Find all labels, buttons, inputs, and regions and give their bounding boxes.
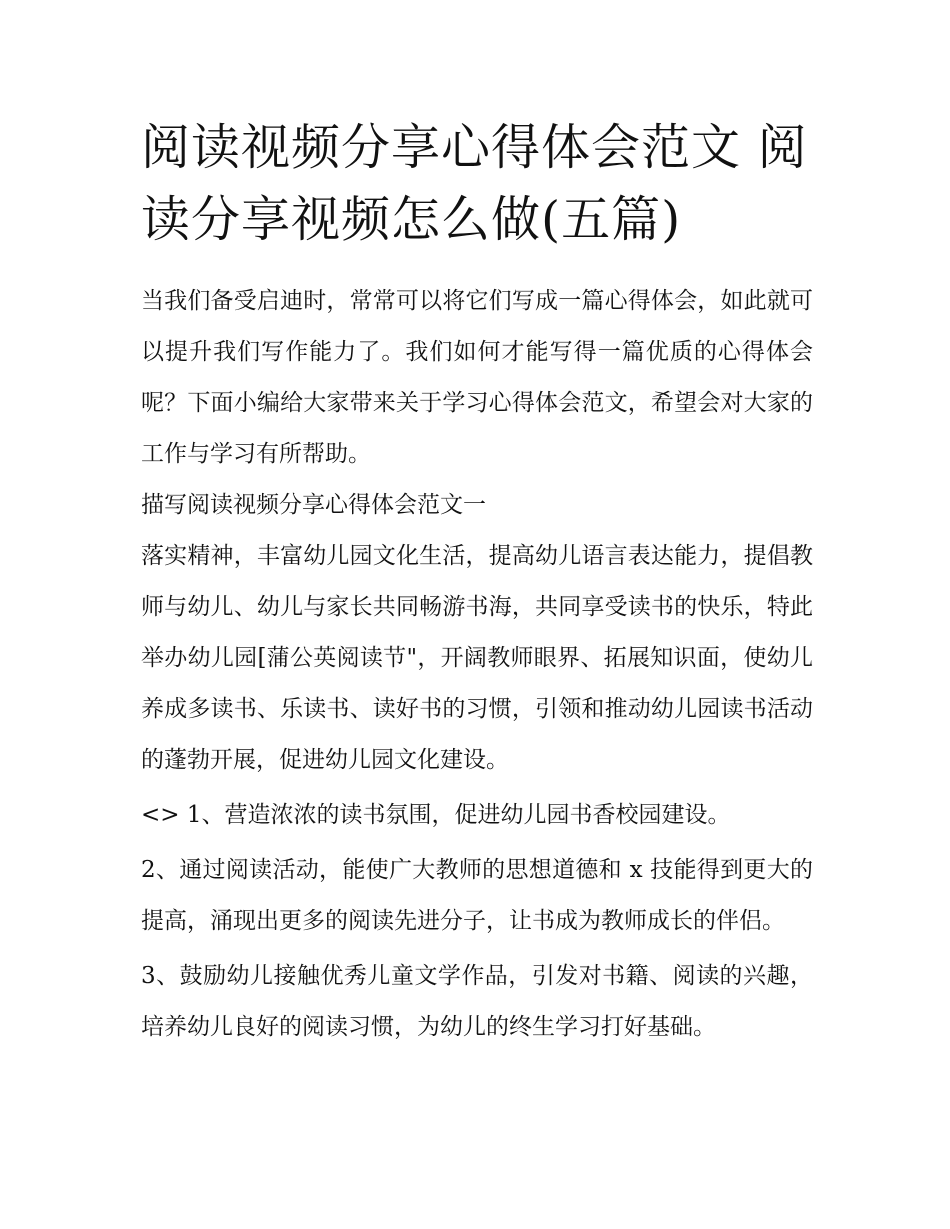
list-item: 3、鼓励幼儿接触优秀儿童文学作品，引发对书籍、阅读的兴趣，培养幼儿良好的阅读习惯，为幼儿的终生学习打好基础。 xyxy=(141,963,813,1040)
intro-paragraph: 当我们备受启迪时，常常可以将它们写成一篇心得体会，如此就可以提升我们写作能力了。我们如何才能写得一篇优质的心得体会呢？下面小编给大家带来关于学习心得体会范文，希望会对大家的工作与学习有所帮助。 xyxy=(141,288,813,467)
document-page xyxy=(141,112,813,1053)
section-body-paragraph: 落实精神，丰富幼儿园文化生活，提高幼儿语言表达能力，提倡教师与幼儿、幼儿与家长共同畅游书海，共同享受读书的快乐，特此举办幼儿园[蒲公英阅读节"，开阔教师眼界、拓展知识面，使幼儿养成多读书、乐读书、读好书的习惯，引领和推动幼儿园读书活动的蓬勃开展，促进幼儿园文化建设。 xyxy=(141,543,813,773)
section-heading: 描写阅读视频分享心得体会范文一 xyxy=(141,492,486,518)
document-title: 阅读视频分享心得体会范文 阅读分享视频怎么做(五篇) xyxy=(141,119,808,248)
list-item: 2、通过阅读活动，能使广大教师的思想道德和 x 技能得到更大的提高，涌现出更多的阅读先进分子，让书成为教师成长的伴侣。 xyxy=(141,857,813,934)
list-item: <> 1、营造浓浓的读书氛围，促进幼儿园书香校园建设。 xyxy=(141,802,731,828)
